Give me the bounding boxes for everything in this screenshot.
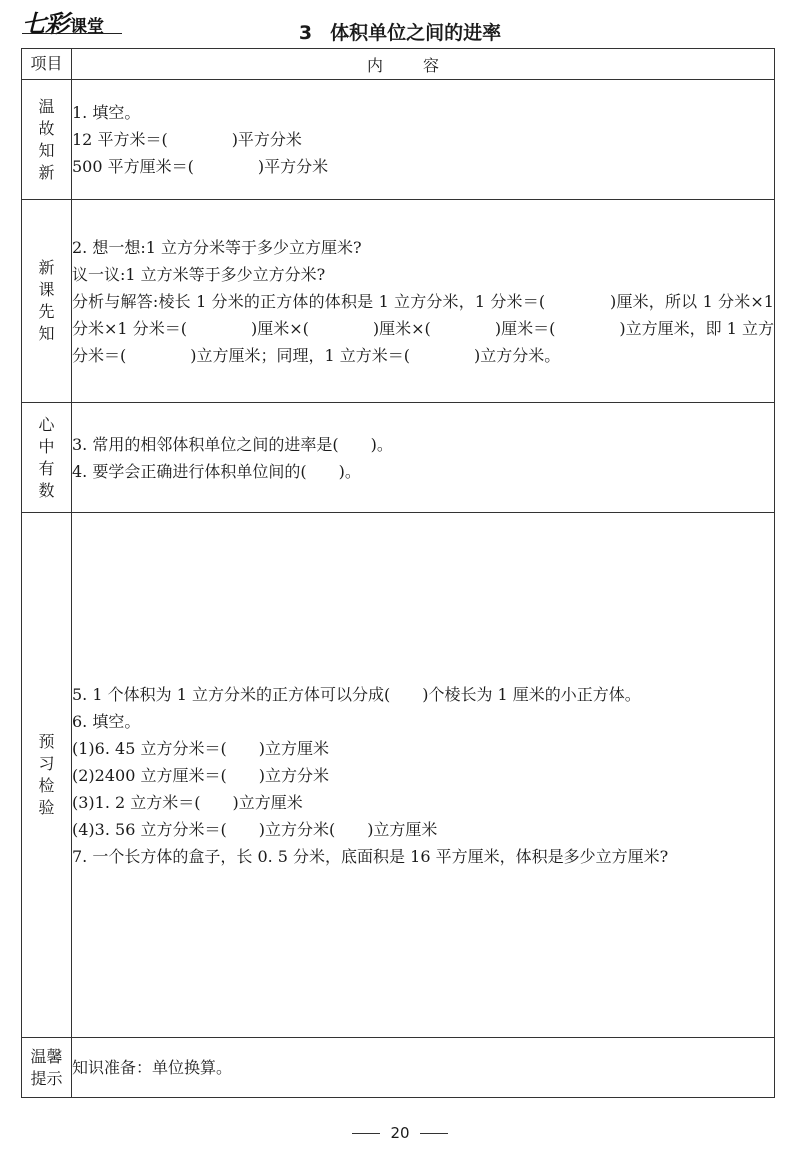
section-label: 预 习 检 验 (22, 513, 72, 1038)
lesson-number: 3 (298, 22, 313, 44)
page-footer (0, 1124, 800, 1142)
page-number: 20 (390, 1124, 410, 1142)
lesson-title: 体积单位之间的进率 (330, 22, 502, 44)
footer-dash-left (352, 1133, 380, 1134)
question-line: 6. 填空。 (72, 711, 141, 731)
question-line: 4. 要学会正确进行体积单位间的( )。 (72, 461, 361, 481)
section-label: 温 故 知 新 (22, 80, 72, 200)
header-content-cell: 内容 (72, 49, 775, 80)
question-line: (1)6. 45 立方分米＝( )立方厘米 (72, 738, 329, 758)
section-preview (22, 200, 775, 403)
section-content (72, 200, 775, 403)
section-review (22, 80, 775, 200)
brand-text: 课堂 (70, 17, 104, 37)
question-line: 7. 一个长方体的盒子，长 0. 5 分米，底面积是 16 平方厘米，体积是多少立方厘米? (72, 846, 669, 866)
page-title (0, 18, 800, 45)
section-label: 温馨 提示 (22, 1038, 72, 1098)
section-content (72, 80, 775, 200)
question-line: 1. 填空。 (72, 103, 141, 122)
question-line: (2)2400 立方厘米＝( )立方分米 (72, 765, 329, 785)
question-line: (4)3. 56 立方分米＝( )立方分米( )立方厘米 (72, 819, 438, 839)
section-key-points (22, 403, 775, 513)
question-line: 3. 常用的相邻体积单位之间的进率是( )。 (72, 434, 393, 454)
section-label: 心 中 有 数 (22, 403, 72, 513)
section-content (72, 513, 775, 1038)
tip-line: 知识准备：单位换算。 (72, 1058, 233, 1077)
question-line: 500 平方厘米＝( )平方分米 (72, 157, 329, 176)
question-line: 议一议:1 立方米等于多少立方分米? (72, 264, 326, 284)
section-check (22, 513, 775, 1038)
question-line: 12 平方米＝( )平方分米 (72, 130, 302, 149)
worksheet-table (21, 48, 775, 1098)
section-label: 新 课 先 知 (22, 200, 72, 403)
question-line: 5. 1 个体积为 1 立方分米的正方体可以分成( )个棱长为 1 厘米的小正方体。 (72, 684, 641, 704)
section-content (72, 403, 775, 513)
question-paragraph: 分析与解答:棱长 1 分米的正方体的体积是 1 立方分米，1 分米＝( )厘米，所以 1 分米×1 分米×1 分米＝( )厘米×( )厘米×( )厘米＝( )立方厘米，即 1 立方分米＝( )立方厘米；同理，1 立方米＝( )立方分米。 (72, 291, 774, 365)
section-content (72, 1038, 775, 1098)
question-line: (3)1. 2 立方米＝( )立方厘米 (72, 792, 303, 812)
table-header-row (22, 49, 775, 80)
question-line: 2. 想一想:1 立方分米等于多少立方厘米? (72, 237, 362, 257)
brand-mark: 七彩 (22, 10, 68, 38)
footer-dash-right (420, 1133, 448, 1134)
header-label-cell: 项目 (22, 49, 72, 80)
section-tip (22, 1038, 775, 1098)
